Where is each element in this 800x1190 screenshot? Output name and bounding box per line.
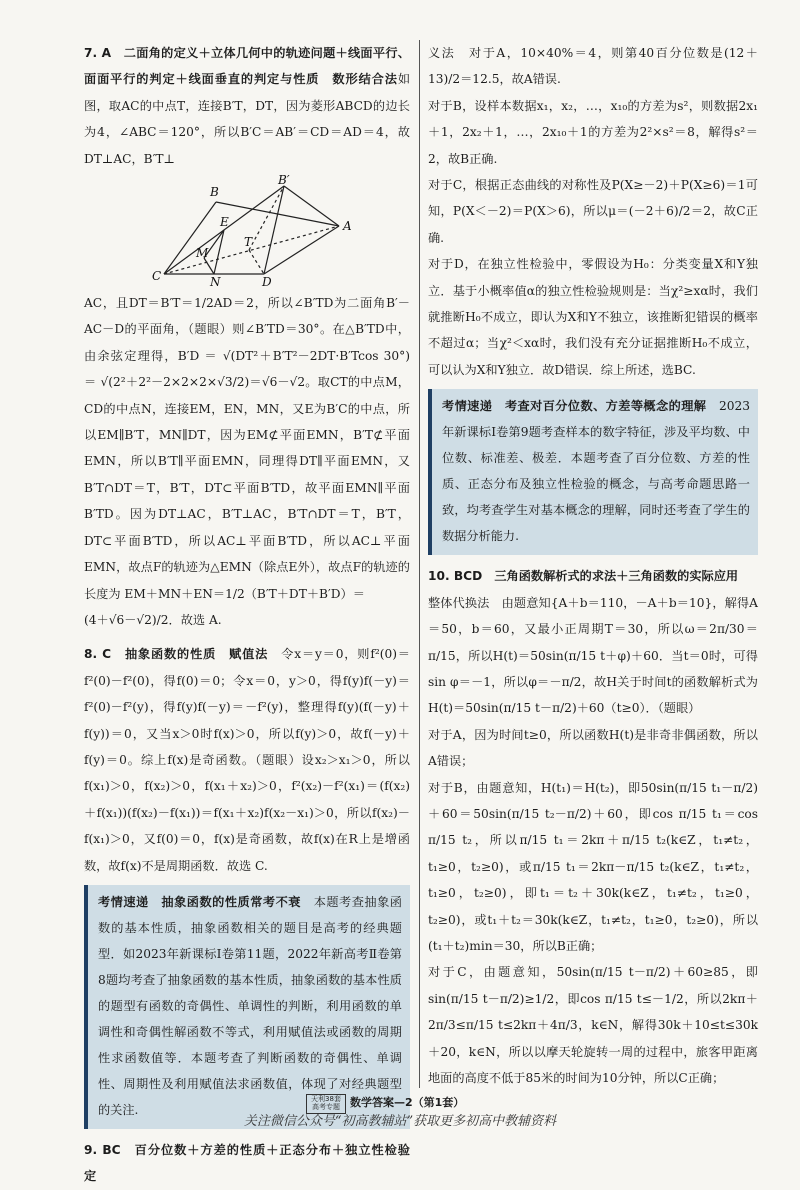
q7-text-1: 如图，取AC的中点T，连接B′T，DT，因为菱形ABCD的边长为4，∠ABC＝120°，所以B′C＝AB′＝CD＝AD＝4，故DT⊥AC，B′T⊥ (84, 72, 410, 166)
q10-text-4: 对于C，由题意知，50sin(π/15 t－π/2)＋60≥85，即sin(π/15 t－π/2)≥1/2，即cos π/15 t≤－1/2，所以2kπ＋2π/3≤π/15 t≤2kπ＋4π/3，k∈N，解得30k＋10≤t≤30k＋20，k∈N，所以以摩天轮旋转一周的过程中，旅客甲距离地面的高度不低于85米的时间为10分钟，所以C正确； (428, 965, 758, 1085)
right-column (428, 40, 758, 1091)
q10-heading: 10. BCD 三角函数解析式的求法＋三角函数的实际应用 (428, 569, 739, 584)
page-footer (0, 1088, 800, 1131)
page-number: 数学答案—2（第1套） (350, 1096, 465, 1109)
publisher-logo: 天利38套 高考专题 (306, 1094, 346, 1114)
q7-text-2: AC，且DT＝B′T＝1/2AD＝2，所以∠B′TD为二面角B′－AC－D的平面角，（题眼）则∠B′TD＝30°。在△B′TD中，由余弦定理得，B′D ＝ √(DT²＋B′T²－2DT·B′Tcos 30°) ＝ √(2²＋2²－2×2×2×√3/2)＝√6－√2。取CT的中点M，CD的中点N，连接EM，EN，MN，又E为B′C的中点，所以EM∥B′T，MN∥DT，因为EM⊄平面EMN，B′T⊄平面EMN，所以B′T∥平面EMN，同理得DT∥平面EMN，又B′T∩DT＝T，B′T，DT⊂平面B′TD，故平面EMN∥平面B′TD。因为DT⊥AC，B′T⊥AC，B′T∩DT＝T，B′T，DT⊂平面B′TD，所以AC⊥平面B′TD，所以AC⊥平面EMN，故点F的轨迹为△EMN（除点E外），故点F的轨迹的长度为 EM＋MN＋EN＝1/2（B′T＋DT＋B′D）＝ (84, 296, 410, 601)
q9-text-4: 对于D，在独立性检验中，零假设为H₀：分类变量X和Y独立．基于小概率值α的独立性检验规则是：当χ²≥xα时，我们就推断H₀不成立，即认为X和Y不独立，该推断犯错误的概率不超过α；当χ²＜xα时，我们没有充分证据推断H₀不成立，可以认为X和Y独立．故D错误．综上所述，选BC. (428, 257, 758, 377)
fig-label-m: M (196, 246, 209, 261)
fig-label-d: D (262, 275, 272, 287)
box1-title: 考情速递 抽象函数的性质常考不衰 (98, 894, 301, 909)
fig-label-c: C (152, 269, 162, 284)
footer-note: 关注微信公众号“初高教辅站”获取更多初高中教辅资料 (243, 1114, 557, 1129)
exam-trend-box-2 (428, 389, 758, 555)
q9-heading: 9. BC 百分位数＋方差的性质＋正态分布＋独立性检验 定 (84, 1142, 423, 1184)
column-divider (419, 40, 420, 1088)
box1-text: 本题考查抽象函数的基本性质，抽象函数相关的题目是高考的经典题型．如2023年新课标Ⅰ卷第11题，2022年新高考Ⅱ卷第8题均考查了抽象函数的基本性质，抽象函数的基本性质的题型有函数的奇偶性、单调性的判断，利用函数的单调性和奇偶性解函数不等式，利用赋值法或函数的周期性求函数值等．本题考查了判断函数的奇偶性、单调性、周期性及利用赋值法求函数值，体现了对经典题型的关注. (98, 894, 402, 1117)
fig-label-e: E (220, 215, 229, 230)
q9-text-1: 义法 对于A，10×40%＝4，则第40百分位数是(12＋13)/2＝12.5，故A错误. (428, 46, 758, 87)
q8-heading: 8. C 抽象函数的性质 赋值法 (84, 647, 269, 662)
q9-text-3: 对于C，根据正态曲线的对称性及P(X≥－2)＋P(X≥6)＝1可知，P(X＜－2)＝P(X＞6)，所以μ＝(－2＋6)/2＝2，故C正确. (428, 178, 758, 245)
q10-text-3: 对于B，由题意知，H(t₁)＝H(t₂)，即50sin(π/15 t₁－π/2)＋60＝50sin(π/15 t₂－π/2)＋60，即cos π/15 t₁＝cos π/15 t₂，所以π/15 t₁＝2kπ＋π/15 t₂(k∈Z，t₁≠t₂，t₁≥0，t₂≥0)，或π/15 t₁＝2kπ－π/15 t₂(k∈Z，t₁≠t₂，t₁≥0，t₂≥0)，即t₁＝t₂＋30k(k∈Z，t₁≠t₂，t₁≥0，t₂≥0)，或t₁＋t₂＝30k(k∈Z，t₁≠t₂，t₁≥0，t₂≥0)，所以(t₁＋t₂)min＝30，所以B正确； (428, 780, 758, 953)
box2-text: 2023年新课标Ⅰ卷第9题考查样本的数字特征，涉及平均数、中位数、标准差、极差．本题考查了百分位数、方差的性质、正态分布及独立性检验的概念，与高考命题思路一致，均考查学生对基本概念的理解，同时还考查了学生的数据分析能力. (442, 399, 751, 544)
fig-label-t: T (244, 235, 253, 250)
q10-text-1: 整体代换法 由题意知{A＋b＝110，－A＋b＝10}，解得A＝50，b＝60，又最小正周期T＝30，所以ω＝2π/30＝π/15，所以H(t)＝50sin(π/15 t＋φ)＋60．当t＝0时，可得sin φ＝－1，所以φ＝－π/2，故H关于时间t的函数解析式为H(t)＝50sin(π/15 t－π/2)＋60（t≥0）．（题眼） (428, 595, 758, 716)
q8-text: 令x＝y＝0，则f²(0)＝f²(0)－f²(0)，得f(0)＝0；令x＝0，y＞0，得f(y)f(－y)＝f²(0)－f²(y)，得f(y)f(－y)＝－f²(y)，整理得f(y)(f(－y)＋f(y))＝0，又当x＞0时f(x)＞0，所以f(y)＞0，故f(－y)＋f(y)＝0。综上f(x)是奇函数。（题眼）设x₂＞x₁＞0，所以f(x₁)＞0，f(x₂)＞0，f(x₁＋x₂)＞0，f²(x₂)－f²(x₁)＝(f(x₂)＋f(x₁))(f(x₂)－f(x₁))＝f(x₁＋x₂)f(x₂－x₁)＞0，所以f(x₂)－f(x₁)＞0，又f(0)＝0，f(x)是奇函数，故f(x)在R上是增函数，故f(x)不是周期函数．故选 C. (84, 647, 410, 873)
q7-text-3: (4＋√6－√2)/2．故选 A. (84, 612, 222, 627)
left-column (84, 40, 423, 1190)
fig-label-n: N (210, 275, 221, 287)
fig-label-b-prime: B′ (278, 174, 290, 188)
fig-label-b: B (210, 185, 219, 200)
fig-label-a: A (343, 219, 352, 234)
box2-title: 考情速递 考查对百分位数、方差等概念的理解 (442, 399, 707, 414)
q10-text-2: 对于A，因为时间t≥0，所以函数H(t)是非奇非偶函数，所以A错误； (428, 727, 758, 769)
q7-heading: 7. A 二面角的定义＋立体几何中的轨迹问题＋线面平行、面面平行的判定＋线面垂直的判定与性质 数形结合法 (84, 46, 410, 87)
q7-figure (84, 174, 410, 286)
q9-text-2: 对于B，设样本数据x₁，x₂，…，x₁₀的方差为s²，则数据2x₁＋1，2x₂＋1，…，2x₁₀＋1的方差为2²×s²＝8，解得s²＝2，故B正确. (428, 98, 758, 166)
